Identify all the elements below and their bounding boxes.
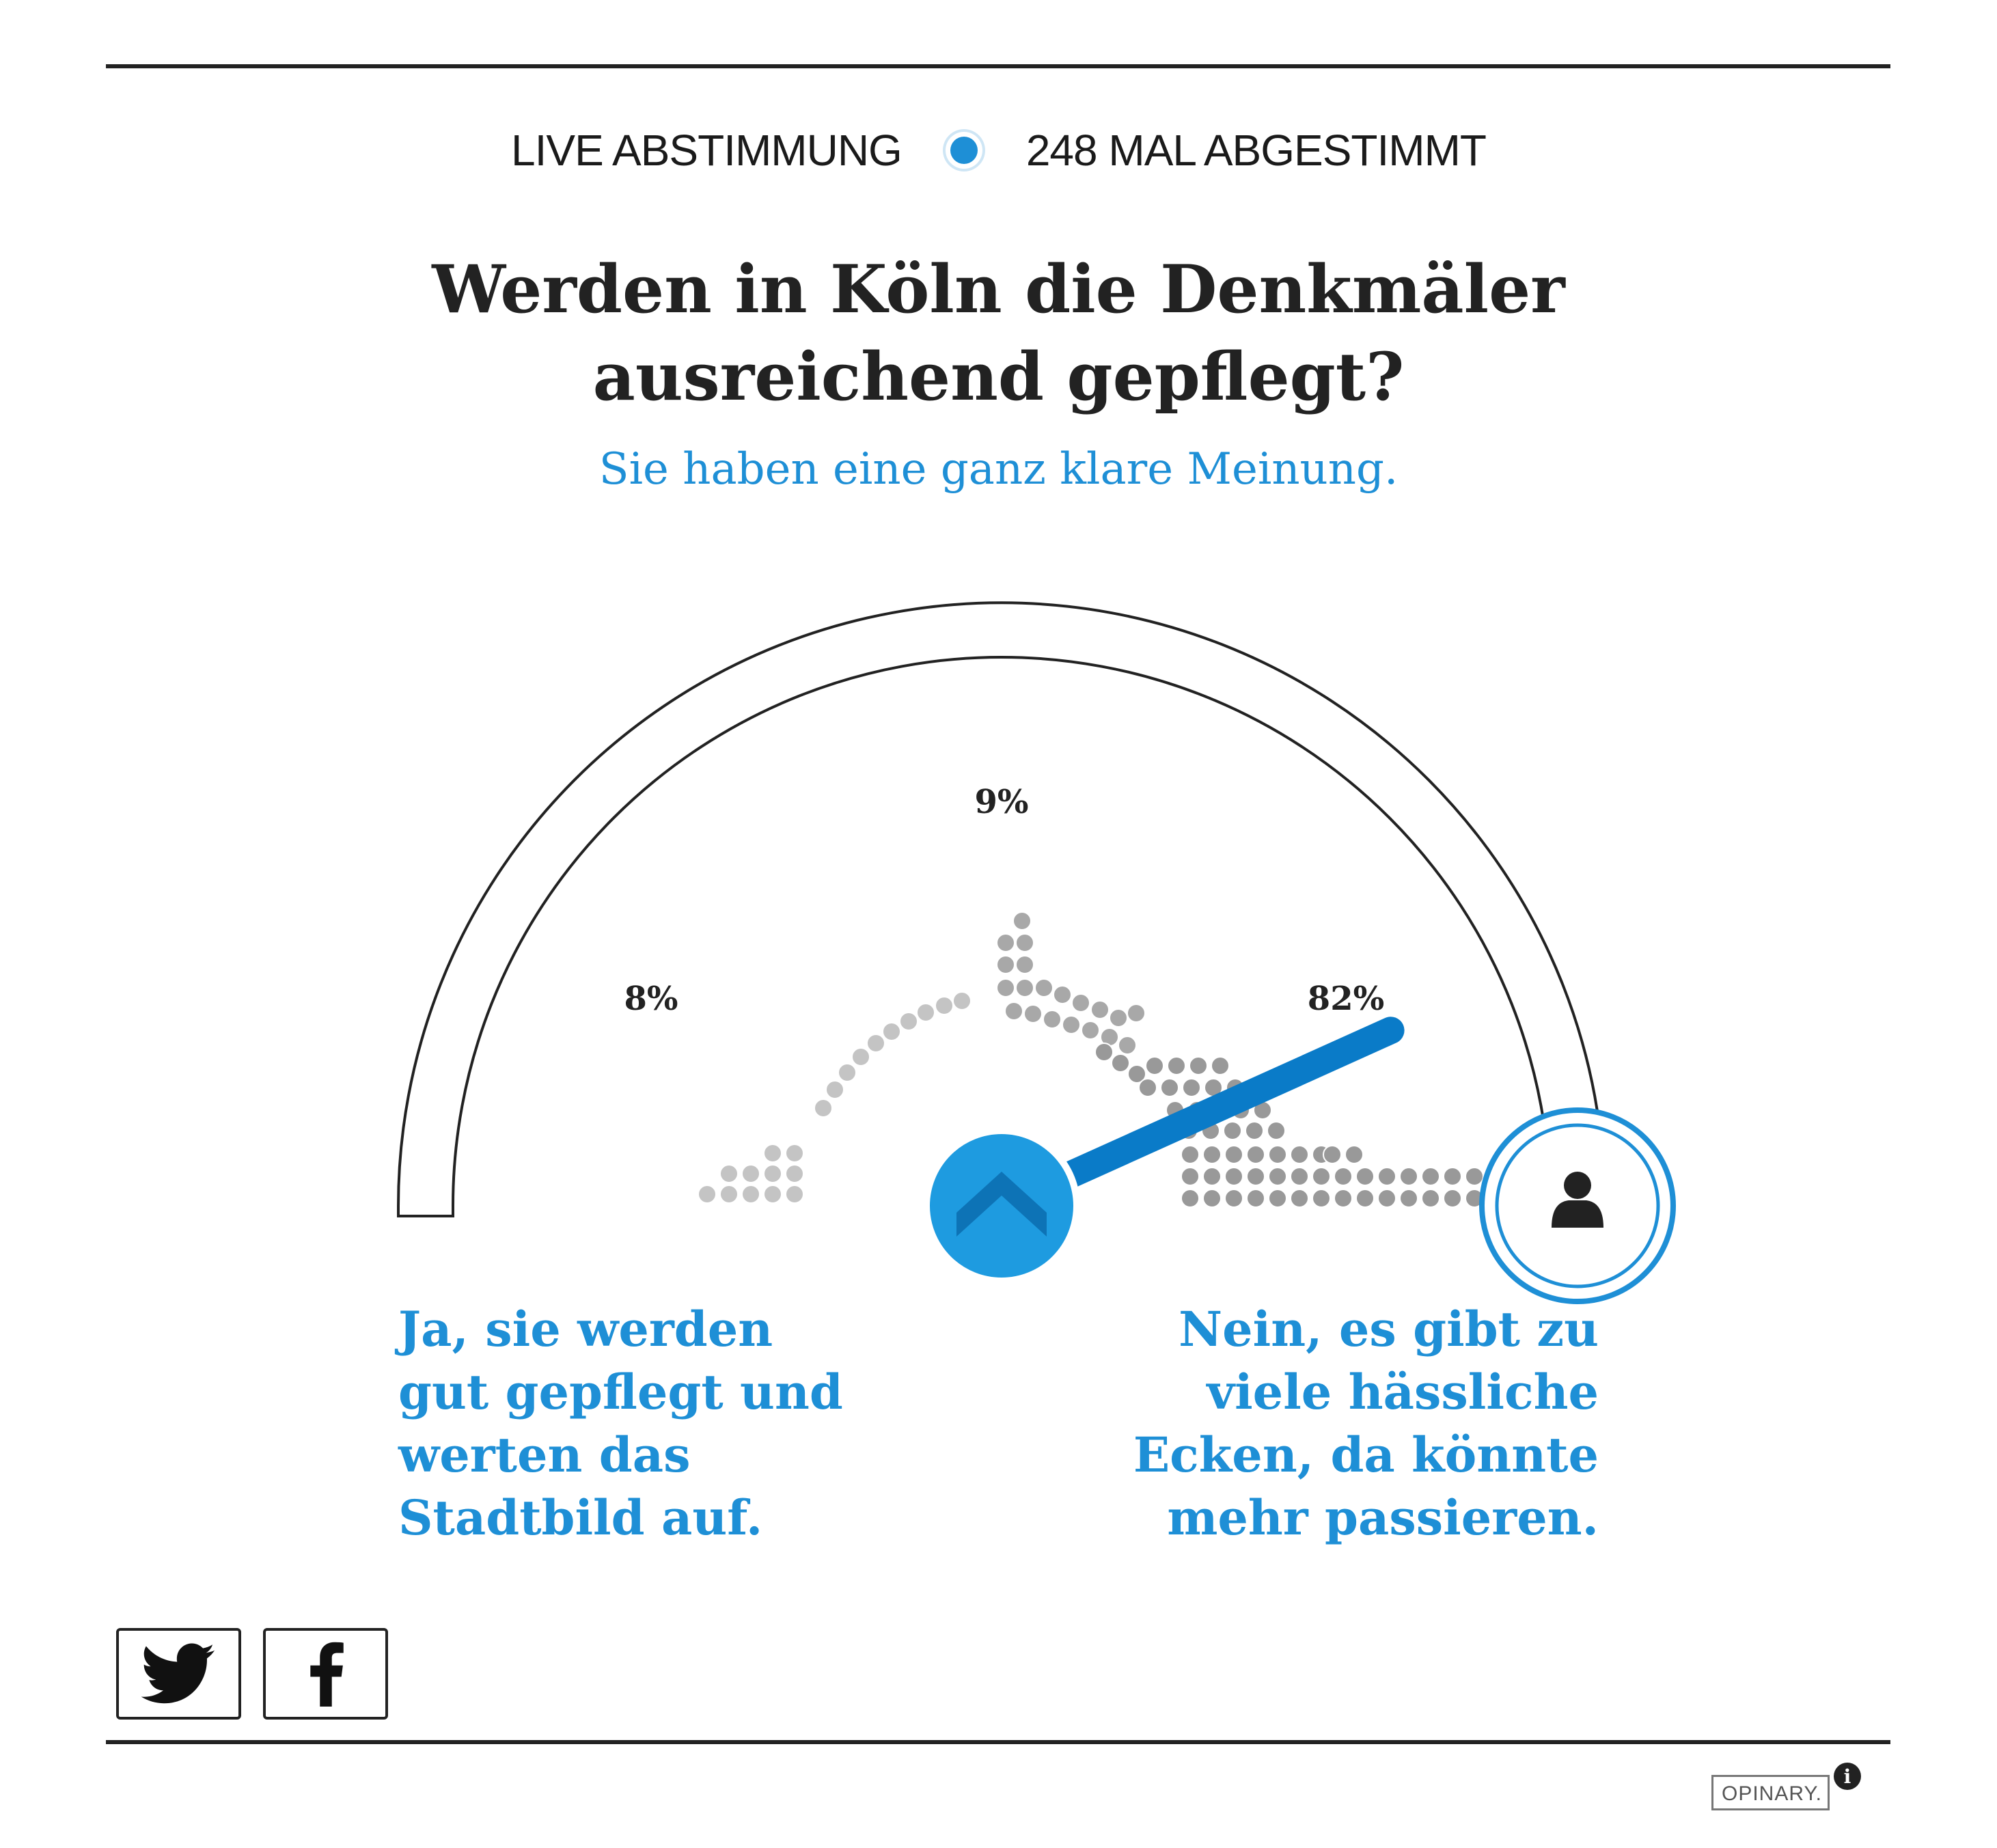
vote-dot [997,956,1015,974]
vote-dot [1181,1146,1199,1163]
vote-dot [1211,1057,1229,1075]
segment-label-center: 9% [974,783,1029,821]
vote-dot [1127,1004,1145,1022]
answer-yes-line: werten das [398,1426,691,1483]
vote-dot [1024,1005,1042,1023]
vote-dot [764,1185,782,1203]
vote-dot [1444,1168,1461,1185]
vote-dot [1247,1168,1265,1185]
share-twitter-button[interactable] [116,1628,241,1720]
vote-dot [1016,979,1034,997]
vote-dot [1422,1168,1440,1185]
vote-dot [1168,1057,1185,1075]
vote-dot [1312,1168,1330,1185]
vote-dot [1082,1021,1099,1039]
vote-dot [1203,1146,1221,1163]
vote-dot [1062,1016,1080,1034]
vote-dot [1465,1168,1483,1185]
poll-question-line-1: Werden in Köln die Denkmäler [432,251,1565,328]
vote-dot [900,1012,918,1030]
info-icon[interactable]: i [1834,1763,1861,1790]
vote-dot [1053,986,1071,1004]
vote-dot [1269,1168,1286,1185]
answer-no-line: Ecken, da könnte [1133,1426,1599,1483]
bottom-divider [106,1740,1890,1744]
vote-dot [698,1185,716,1203]
vote-dot [838,1064,856,1081]
vote-dot [1422,1189,1440,1207]
vote-dot [1118,1036,1136,1054]
vote-dot [1356,1189,1374,1207]
vote-dot [742,1165,760,1183]
live-label: LIVE ABSTIMMUNG [511,126,902,175]
vote-dot [1203,1189,1221,1207]
result-feedback: Sie haben eine ganz klare Meinung. [598,444,1399,495]
vote-dot [1110,1009,1127,1027]
vote-dot [1013,912,1031,930]
answer-yes-line: Stadtbild auf. [398,1489,763,1546]
segment-label-left: 8% [624,980,678,1018]
vote-dot [814,1099,832,1117]
twitter-icon [141,1643,217,1705]
share-facebook-button[interactable] [263,1628,388,1720]
vote-dot [1005,1002,1023,1020]
vote-dot [1400,1168,1418,1185]
answer-yes-line: Ja, sie werden [398,1301,773,1357]
user-vote-marker[interactable] [1482,1110,1673,1301]
vote-dot [1016,934,1034,952]
answer-no[interactable] [1079,1298,1599,1549]
vote-dot [1183,1079,1200,1097]
vote-dot [1181,1189,1199,1207]
vote-dot [786,1144,803,1162]
vote-dot [1247,1146,1265,1163]
vote-dot [1323,1146,1341,1163]
vote-dot [742,1185,760,1203]
vote-dot [1016,956,1034,974]
vote-dot [720,1185,738,1203]
answer-no-line: viele hässliche [1207,1364,1599,1420]
poll-question-line-2: ausreichend gepflegt? [592,338,1405,415]
vote-dot [1312,1189,1330,1207]
vote-dot [786,1165,803,1183]
vote-dot [1072,994,1090,1012]
needle-hub-button[interactable] [926,1131,1077,1281]
vote-dot [1247,1189,1265,1207]
vote-dot [953,992,971,1010]
vote-dot [1189,1057,1207,1075]
answer-no-line: Nein, es gibt zu [1179,1301,1599,1357]
vote-dot [1291,1146,1308,1163]
vote-dot [1334,1189,1352,1207]
segment-label-right: 82% [1307,980,1385,1018]
answer-yes[interactable] [398,1298,911,1549]
vote-dot [1291,1168,1308,1185]
vote-dot [764,1165,782,1183]
vote-count: 248 MAL ABGESTIMMT [1025,126,1486,175]
vote-dot [997,934,1015,952]
vote-dot [1161,1079,1179,1097]
vote-dot [1225,1146,1243,1163]
vote-dot [786,1185,803,1203]
brand-logo[interactable] [1711,1763,1861,1810]
vote-dot [883,1023,900,1040]
vote-dot [852,1048,870,1066]
vote-dot [1091,1001,1109,1019]
vote-dot [1225,1189,1243,1207]
vote-dot [1139,1079,1157,1097]
vote-dot [720,1165,738,1183]
vote-dot [1043,1010,1061,1028]
vote-dot [1444,1189,1461,1207]
vote-dot [1356,1168,1374,1185]
vote-dot [1245,1122,1263,1140]
vote-dot [1378,1189,1396,1207]
vote-dot [1035,979,1053,997]
vote-dot [1378,1168,1396,1185]
vote-dot [1095,1043,1113,1061]
vote-dot [867,1034,885,1052]
vote-dot [997,979,1015,997]
vote-dot [1334,1168,1352,1185]
vote-dot [1224,1122,1241,1140]
vote-dot [826,1081,844,1099]
vote-dot [1112,1054,1129,1072]
vote-dot [1267,1122,1285,1140]
vote-dot [764,1144,782,1162]
answer-no-line: mehr passieren. [1167,1489,1599,1546]
brand-name: OPINARY. [1711,1775,1830,1810]
vote-dot [1181,1168,1199,1185]
vote-dot [1400,1189,1418,1207]
gauge-arc[interactable] [398,603,1605,1216]
vote-dot [1291,1189,1308,1207]
facebook-icon [307,1641,345,1707]
vote-dot [1269,1189,1286,1207]
vote-dot [917,1004,935,1021]
vote-dot [1345,1146,1363,1163]
vote-dot [1269,1146,1286,1163]
vote-dot [1203,1168,1221,1185]
vote-dot [935,997,953,1015]
vote-dot [1225,1168,1243,1185]
vote-dot [1146,1057,1163,1075]
answer-yes-line: gut gepflegt und [398,1364,843,1420]
